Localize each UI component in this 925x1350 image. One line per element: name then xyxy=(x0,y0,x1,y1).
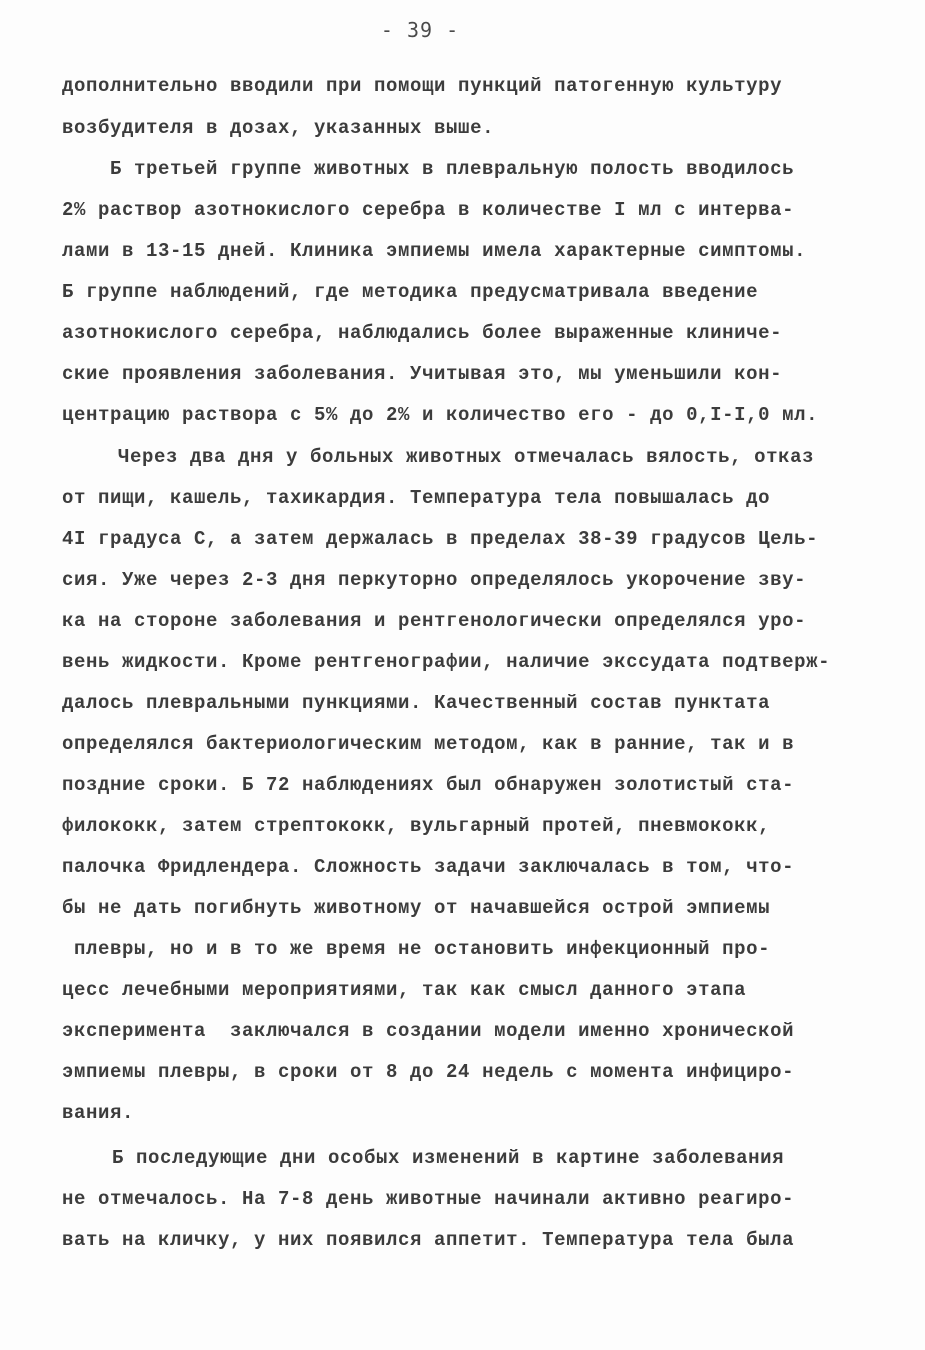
text-line: плевры, но и в то же время не остановить инфекционный про- xyxy=(62,938,771,960)
text-line: центрацию раствора с 5% до 2% и количество его - до 0,I-I,0 мл. xyxy=(62,404,819,426)
text-line: Б последующие дни особых изменений в картине заболевания xyxy=(112,1147,785,1169)
text-line: ка на стороне заболевания и рентгенологически определялся уро- xyxy=(62,610,807,632)
text-line: вать на кличку, у них появился аппетит. Температура тела была xyxy=(62,1229,795,1251)
text-line: не отмечалось. На 7-8 день животные начинали активно реагиро- xyxy=(62,1188,795,1210)
text-line: поздние сроки. Б 72 наблюдениях был обнаружен золотистый ста- xyxy=(62,774,795,796)
text-line: 2% раствор азотнокислого серебра в количестве I мл с интерва- xyxy=(62,199,795,221)
text-line: цесс лечебными мероприятиями, так как смысл данного этапа xyxy=(62,979,747,1001)
text-line: азотнокислого серебра, наблюдались более выраженные клиниче- xyxy=(62,322,783,344)
text-line: лами в 13-15 дней. Клиника эмпиемы имела характерные симптомы. xyxy=(62,240,807,262)
text-line: Через два дня у больных животных отмечалась вялость, отказ xyxy=(118,446,815,468)
text-line: определялся бактериологическим методом, как в ранние, так и в xyxy=(62,733,795,755)
text-line: эмпиемы плевры, в сроки от 8 до 24 недель с момента инфициро- xyxy=(62,1061,795,1083)
text-line: ские проявления заболевания. Учитывая это, мы уменьшили кон- xyxy=(62,363,783,385)
text-line: бы не дать погибнуть животному от начавшейся острой эмпиемы xyxy=(62,897,771,919)
text-line: вень жидкости. Кроме рентгенографии, наличие экссудата подтверж- xyxy=(62,651,831,673)
text-line: Б третьей группе животных в плевральную полость вводилось xyxy=(110,158,795,180)
page-number: - 39 - xyxy=(380,18,460,42)
text-line: вания. xyxy=(62,1102,135,1124)
text-line: дополнительно вводили при помощи пункций патогенную культуру xyxy=(62,75,783,97)
text-line: Б группе наблюдений, где методика предусматривала введение xyxy=(62,281,759,303)
text-line: сия. Уже через 2-3 дня перкуторно определялось укорочение зву- xyxy=(62,569,807,591)
text-line: филококк, затем стрептококк, вульгарный протей, пневмококк, xyxy=(62,815,771,837)
text-line: от пищи, кашель, тахикардия. Температура тела повышалась до xyxy=(62,487,771,509)
text-line: далось плевральными пункциями. Качественный состав пунктата xyxy=(62,692,771,714)
text-line: 4I градуса С, а затем держалась в пределах 38-39 градусов Цель- xyxy=(62,528,819,550)
text-line: эксперимента заключался в создании модели именно хронической xyxy=(62,1020,795,1042)
text-line: палочка Фридлендера. Сложность задачи заключалась в том, что- xyxy=(62,856,795,878)
text-line: возбудителя в дозах, указанных выше. xyxy=(62,117,495,139)
